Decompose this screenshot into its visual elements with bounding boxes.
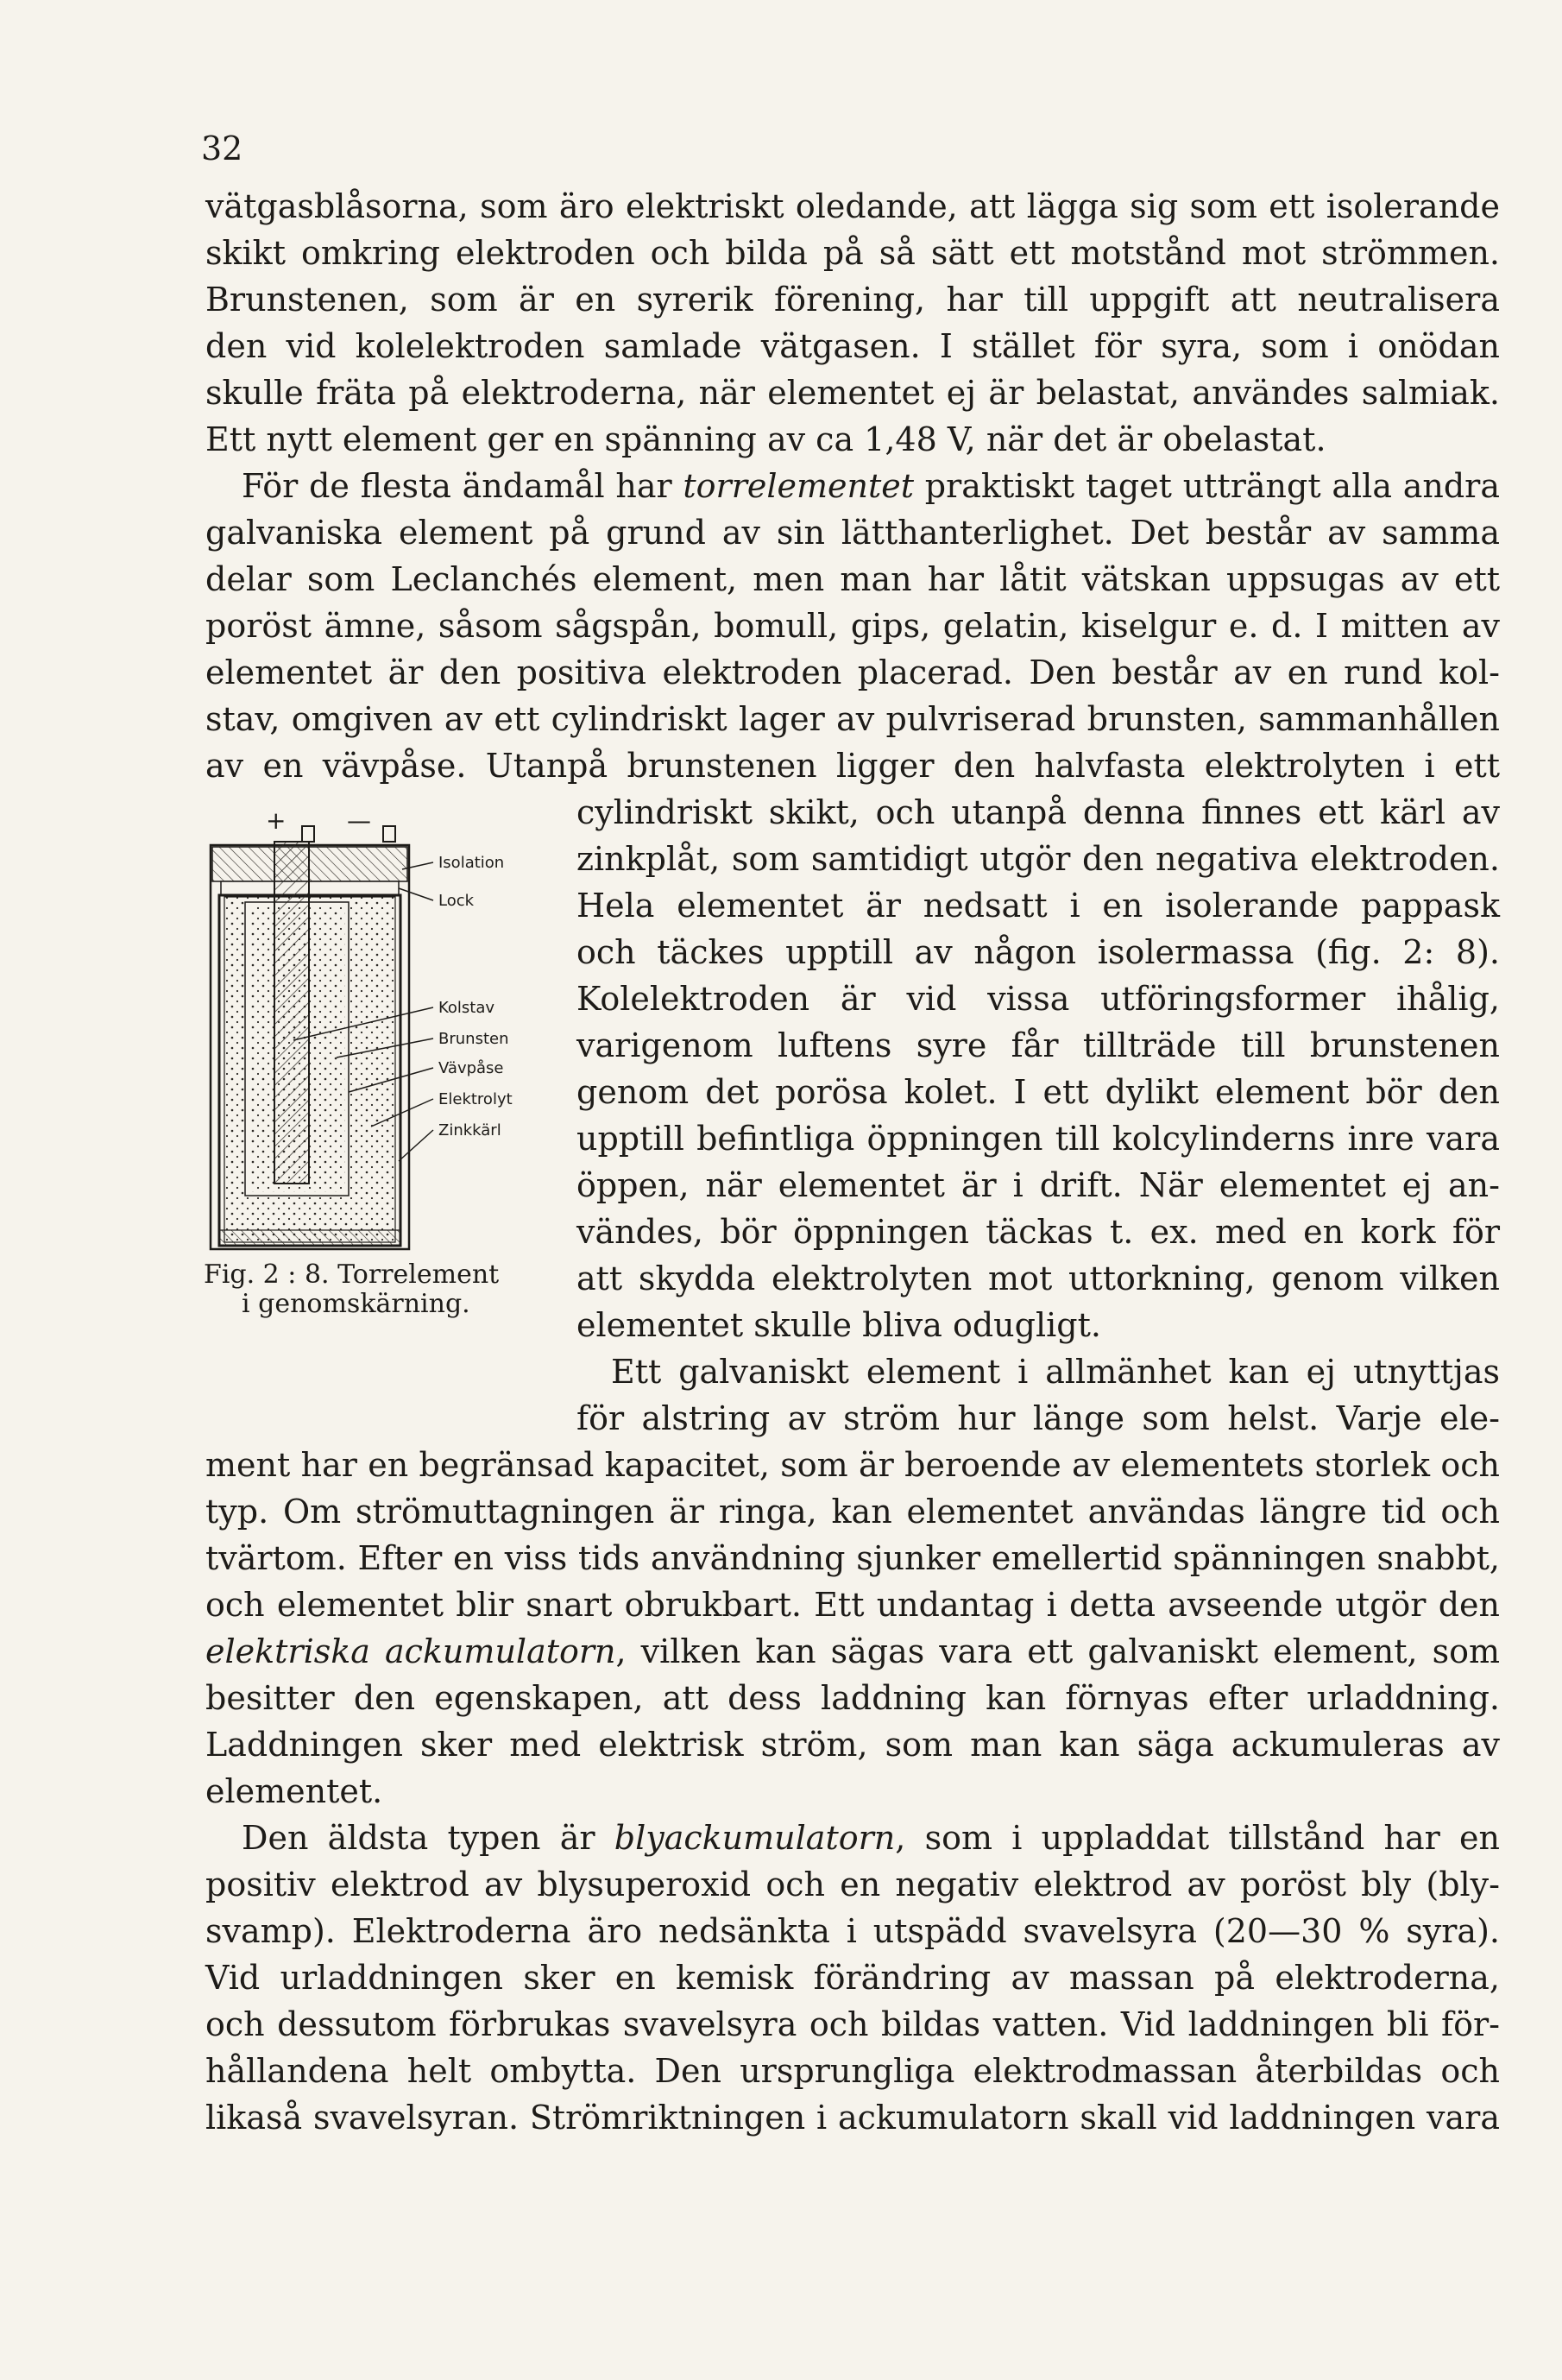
text-line: Ett nytt element ger en spänning av ca 1,48 V, när det är obelastat. [205,420,1326,458]
dry-cell-figure [198,807,570,1319]
text-line: skikt omkring elektroden och bilda på så sätt ett motstånd mot strömmen. [205,234,1500,272]
bottom-isolation [219,1230,400,1246]
text-line: genom det porösa kolet. I ett dylikt element bör den [576,1073,1500,1111]
text-line: varigenom luftens syre får tillträde till brunstenen [576,1026,1500,1064]
text-line: positiv elektrod av blysuperoxid och en negativ elektrod av poröst bly (bly- [205,1865,1500,1903]
figure-caption-line2: i genomskärning. [242,1289,470,1319]
text-line: Hela elementet är nedsatt i en isolerande pappask [576,887,1500,925]
text-line: svamp). Elektroderna äro nedsänkta i utspädd svavelsyra (20—30 % syra). [205,1912,1500,1950]
label-zinkkarl: Zinkkärl [438,1121,501,1139]
text-line: skulle fräta på elektroderna, när elementet ej är belastat, användes salmiak. [205,374,1500,412]
text-line: elektriska ackumulatorn, vilken kan sägas vara ett galvaniskt element, som [205,1632,1501,1670]
plus-sign: + [266,807,287,835]
positive-terminal [302,826,314,842]
text-line: besitter den egenskapen, att dess laddning kan förnyas efter urladdning. [205,1679,1500,1717]
text-line: upptill befintliga öppningen till kolcylinderns inre vara [576,1120,1500,1158]
text-line: delar som Leclanchés element, men man har låtit vätskan uppsugas av ett [205,560,1500,598]
label-vavpase: Vävpåse [438,1059,504,1077]
text-line: cylindriskt skikt, och utanpå denna finnes ett kärl av [576,793,1500,831]
text-line: att skydda elektrolyten mot uttorkning, genom vilken [576,1259,1500,1297]
term-blyackumulatorn: blyackumulatorn [614,1819,896,1857]
text-line: Kolelektroden är vid vissa utföringsformer ihålig, [576,980,1500,1018]
text-line: stav, omgiven av ett cylindriskt lager av pulvriserad brunsten, sammanhållen [205,700,1500,738]
negative-terminal [383,826,395,842]
carbon-rod [274,842,309,1184]
text-line: den vid kolelektroden samlade vätgasen. I stället för syra, som i onödan [205,327,1500,365]
label-lock: Lock [438,892,475,910]
text-line: typ. Om strömuttagningen är ringa, kan elementet användas längre tid och [205,1493,1500,1531]
text-line: Laddningen sker med elektrisk ström, som man kan säga ackumuleras av [205,1726,1500,1764]
text-line: vändes, bör öppningen täckas t. ex. med en kork för [576,1213,1500,1251]
text-line: hållandena helt ombytta. Den ursprungliga elektrodmassan återbildas och [205,2052,1500,2090]
text-line: Den äldsta typen är blyackumulatorn, som i uppladdat tillstånd har en [242,1819,1501,1857]
text-line: likaså svavelsyran. Strömriktningen i ackumulatorn skall vid laddningen vara [205,2099,1500,2137]
label-kolstav: Kolstav [438,999,495,1017]
text-line: Vid urladdningen sker en kemisk förändring av massan på elektroderna, [205,1959,1500,1997]
text-line: och elementet blir snart obrukbart. Ett undantag i detta avseende utgör den [205,1586,1500,1624]
text-line: Brunstenen, som är en syrerik förening, har till uppgift att neutralisera [205,281,1500,319]
text-line: elementet. [205,1772,383,1810]
text-line: för alstring av ström hur länge som helst. Varje ele- [576,1399,1500,1437]
text-line: och dessutom förbrukas svavelsyra och bildas vatten. Vid laddningen bli för- [205,2005,1500,2043]
text-line: För de flesta ändamål har torrelementet praktiskt taget utträngt alla andra [242,467,1500,505]
minus-sign: — [347,807,371,835]
text-line: galvaniska element på grund av sin lätthanterlighet. Det består av samma [205,514,1500,552]
text-line: av en vävpåse. Utanpå brunstenen ligger den halvfasta elektrolyten i ett [205,747,1500,785]
dry-cell-diagram [198,807,570,1312]
text-line: poröst ämne, såsom sågspån, bomull, gips, gelatin, kiselgur e. d. I mitten av [205,607,1500,645]
text-line: öppen, när elementet är i drift. När elementet ej an- [576,1166,1500,1204]
label-brunsten: Brunsten [438,1030,509,1048]
text-line: elementet skulle bliva odugligt. [576,1306,1101,1344]
label-isolation: Isolation [438,854,505,872]
text-line: vätgasblåsorna, som äro elektriskt oledande, att lägga sig som ett isolerande [205,187,1500,225]
term-torrelementet: torrelementet [683,467,915,505]
text-line: och täckes upptill av någon isolermassa (fig. 2: 8). [576,933,1500,971]
text-line: zinkplåt, som samtidigt utgör den negativa elektroden. [576,840,1500,878]
label-elektrolyt: Elektrolyt [438,1090,513,1108]
text-line: elementet är den positiva elektroden placerad. Den består av en rund kol- [205,653,1500,691]
text-line: ment har en begränsad kapacitet, som är beroende av elementets storlek och [205,1446,1500,1484]
page-number: 32 [201,129,243,167]
text-line: Ett galvaniskt element i allmänhet kan ej utnyttjas [611,1353,1500,1391]
term-elektriska-ackumulatorn: elektriska ackumulatorn [205,1632,616,1670]
text-line: tvärtom. Efter en viss tids användning sjunker emellertid spänningen snabbt, [205,1539,1500,1577]
figure-caption-line1: Fig. 2 : 8. Torrelement [204,1259,500,1290]
